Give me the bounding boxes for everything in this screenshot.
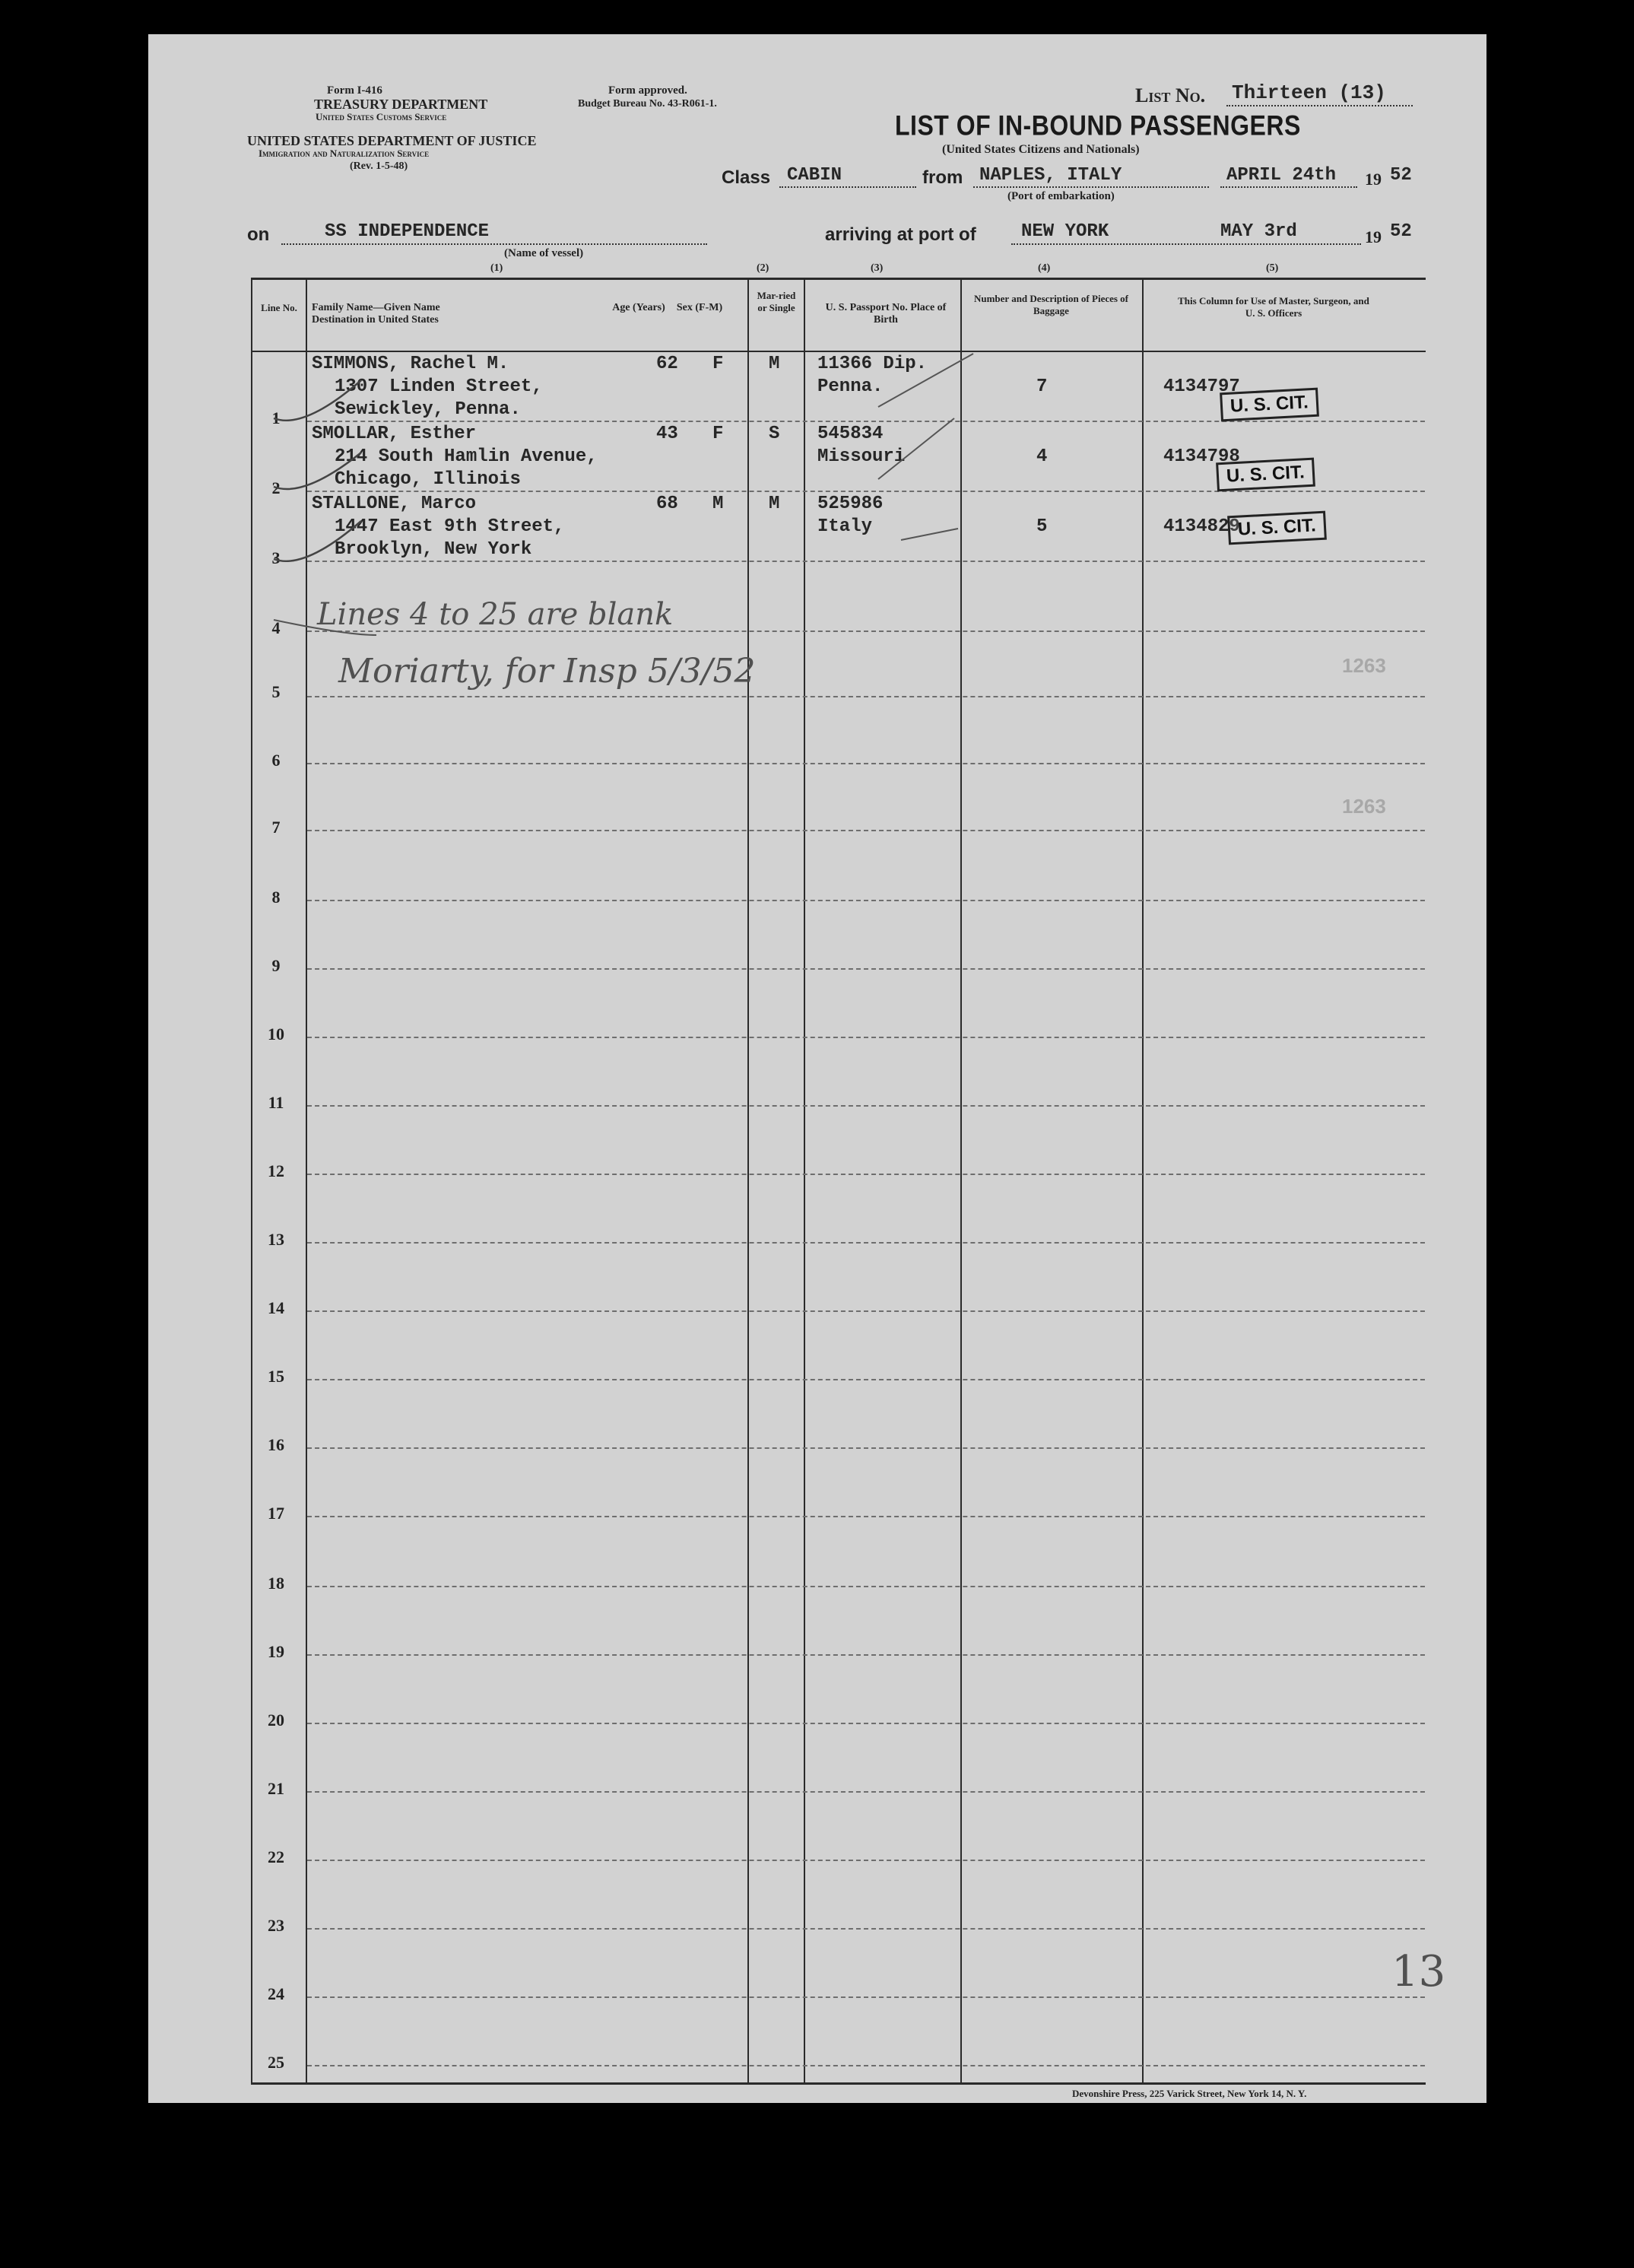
faint-mark: 1263 [1342,654,1386,677]
page-mark: 13 [1391,1947,1446,1996]
passenger-name: SMOLLAR, Esther [312,424,477,444]
passenger-marital-status: M [769,494,780,514]
passport-number: 545834 [817,424,884,444]
row-line [307,1174,1425,1175]
line-number: 23 [268,1916,284,1935]
class-value: CABIN [787,165,842,186]
passenger-name: SIMMONS, Rachel M. [312,354,509,374]
column-header-married: Mar-ried or Single [757,290,796,313]
column-header-baggage: Number and Description of Pieces of Baggage [973,293,1129,316]
row-line [307,1037,1425,1038]
list-no-value: Thirteen (13) [1232,81,1386,104]
depart-date: APRIL 24th [1226,165,1337,186]
row-line [307,1310,1425,1312]
row-line [307,900,1425,901]
row-line [307,1996,1425,1998]
passenger-address-2: Sewickley, Penna. [335,399,521,420]
line-number: 14 [268,1298,284,1317]
list-no-label: List No. [1135,84,1206,106]
check-mark [274,380,361,421]
passenger-marital-status: M [769,354,780,374]
depart-year-prefix: 19 [1365,170,1382,189]
check-mark [878,418,954,479]
row-line [307,1516,1425,1517]
row-line [307,2065,1425,2066]
line-number: 8 [271,888,281,907]
column-header-name: Family Name—Given Name Destination in United States [312,302,440,326]
row-line [307,830,1425,831]
line-number: 25 [268,2053,284,2072]
line-number: 6 [271,751,281,770]
row-line [307,1791,1425,1793]
row-line [307,1105,1425,1107]
line-number: 22 [268,1847,284,1866]
column-number: (2) [757,262,769,274]
passport-number: 525986 [817,494,884,514]
passenger-address-2: Brooklyn, New York [335,539,532,560]
embark-caption: (Port of embarkation) [1007,190,1115,202]
line-number: 24 [268,1984,284,2003]
check-mark [901,529,958,540]
certificate-number: 4134829 [1163,516,1240,537]
line-number: 18 [268,1574,284,1593]
arrival-year: 52 [1390,221,1412,242]
baggage-count: 5 [1036,516,1048,537]
row-line [307,1860,1425,1861]
from-value: NAPLES, ITALY [979,165,1122,186]
row-line [307,1379,1425,1380]
row-line [307,968,1425,970]
check-mark [878,354,973,407]
passenger-name: STALLONE, Marco [312,494,477,514]
place-of-birth: Missouri [817,446,906,467]
line-number: 17 [268,1504,284,1523]
arrival-port: NEW YORK [1021,221,1109,242]
passenger-list-page [148,34,1486,2103]
row-line [307,1242,1425,1244]
passenger-sex: F [712,354,724,374]
passenger-age: 43 [656,424,678,444]
column-number: (1) [490,262,503,274]
line-number: 2 [271,478,281,497]
us-citizen-stamp: U. S. CIT. [1216,458,1315,492]
page-title: LIST OF IN-BOUND PASSENGERS [895,110,1301,141]
handwritten-note: Lines 4 to 25 are blank [317,597,674,632]
page-subtitle: (United States Citizens and Nationals) [942,143,1140,156]
revision-label: (Rev. 1-5-48) [350,160,408,172]
row-line [307,1654,1425,1656]
place-of-birth: Penna. [817,376,884,397]
column-header-sex: Sex (F-M) [676,302,723,313]
column-header-officers: This Column for Use of Master, Surgeon, and U. S. Officers [1178,295,1369,319]
baggage-count: 7 [1036,376,1048,397]
column-number: (3) [871,262,884,274]
passenger-address-2: Chicago, Illinois [335,469,521,490]
faint-mark: 1263 [1342,795,1386,818]
line-number: 15 [268,1367,284,1386]
row-line [307,1586,1425,1587]
vessel-name: SS INDEPENDENCE [325,221,490,242]
arrival-year-prefix: 19 [1365,227,1382,246]
passenger-address-1: 1307 Linden Street, [335,376,543,397]
passenger-address-1: 214 South Hamlin Avenue, [335,446,598,467]
column-header-line: Line No. [261,302,297,313]
form-number: Form I-416 [327,84,382,97]
passenger-marital-status: S [769,424,780,444]
column-number: (4) [1038,262,1051,274]
form-approved: Form approved. [608,84,687,97]
line-number: 12 [268,1161,284,1180]
arrival-date: MAY 3rd [1220,221,1297,242]
line-number: 21 [268,1779,284,1798]
passenger-sex: M [712,494,724,514]
line-number: 10 [268,1024,284,1043]
column-header-age: Age (Years) [612,302,665,313]
baggage-count: 4 [1036,446,1048,467]
line-number: 19 [268,1642,284,1661]
passenger-sex: F [712,424,724,444]
justice-label: UNITED STATES DEPARTMENT OF JUSTICE [247,133,537,148]
us-citizen-stamp: U. S. CIT. [1227,511,1327,545]
line-number: 13 [268,1230,284,1249]
budget-bureau: Budget Bureau No. 43-R061-1. [578,98,717,110]
row-line [307,1447,1425,1449]
check-mark [274,453,361,489]
customs-label: United States Customs Service [316,111,447,122]
handwritten-signature: Moriarty, for Insp 5/3/52 [338,652,756,691]
line-number: 9 [271,956,281,975]
line-number: 4 [271,618,281,637]
place-of-birth: Italy [817,516,873,537]
printer-footer: Devonshire Press, 225 Varick Street, New York 14, N. Y. [1072,2088,1307,2099]
line-number: 20 [268,1711,284,1730]
class-label: Class [722,167,771,188]
arriving-label: arriving at port of [825,224,976,245]
from-label: from [922,167,963,188]
passenger-age: 62 [656,354,678,374]
line-number: 5 [271,682,281,701]
us-citizen-stamp: U. S. CIT. [1220,388,1319,422]
vessel-caption: (Name of vessel) [504,247,584,259]
treasury-label: TREASURY DEPARTMENT [314,97,488,112]
on-label: on [247,224,270,245]
certificate-number: 4134797 [1163,376,1240,397]
column-number: (5) [1266,262,1279,274]
table-bottom-rule [251,2082,1426,2085]
line-number: 16 [268,1435,284,1454]
line-number: 3 [271,548,281,567]
passport-number: 11366 Dip. [817,354,928,374]
column-header-passport: U. S. Passport No. Place of Birth [825,302,947,326]
certificate-number: 4134798 [1163,446,1240,467]
check-marks [148,34,1486,643]
row-line [307,696,1425,697]
row-line [307,1723,1425,1724]
row-line [307,763,1425,764]
passenger-age: 68 [656,494,678,514]
check-mark [274,521,361,561]
passenger-address-1: 1447 East 9th Street, [335,516,565,537]
line-number: 11 [268,1093,284,1112]
depart-year: 52 [1390,165,1412,186]
line-number: 7 [271,818,281,837]
ins-label: Immigration and Naturalization Service [259,148,430,159]
row-line [307,1928,1425,1930]
line-number: 1 [271,408,281,427]
